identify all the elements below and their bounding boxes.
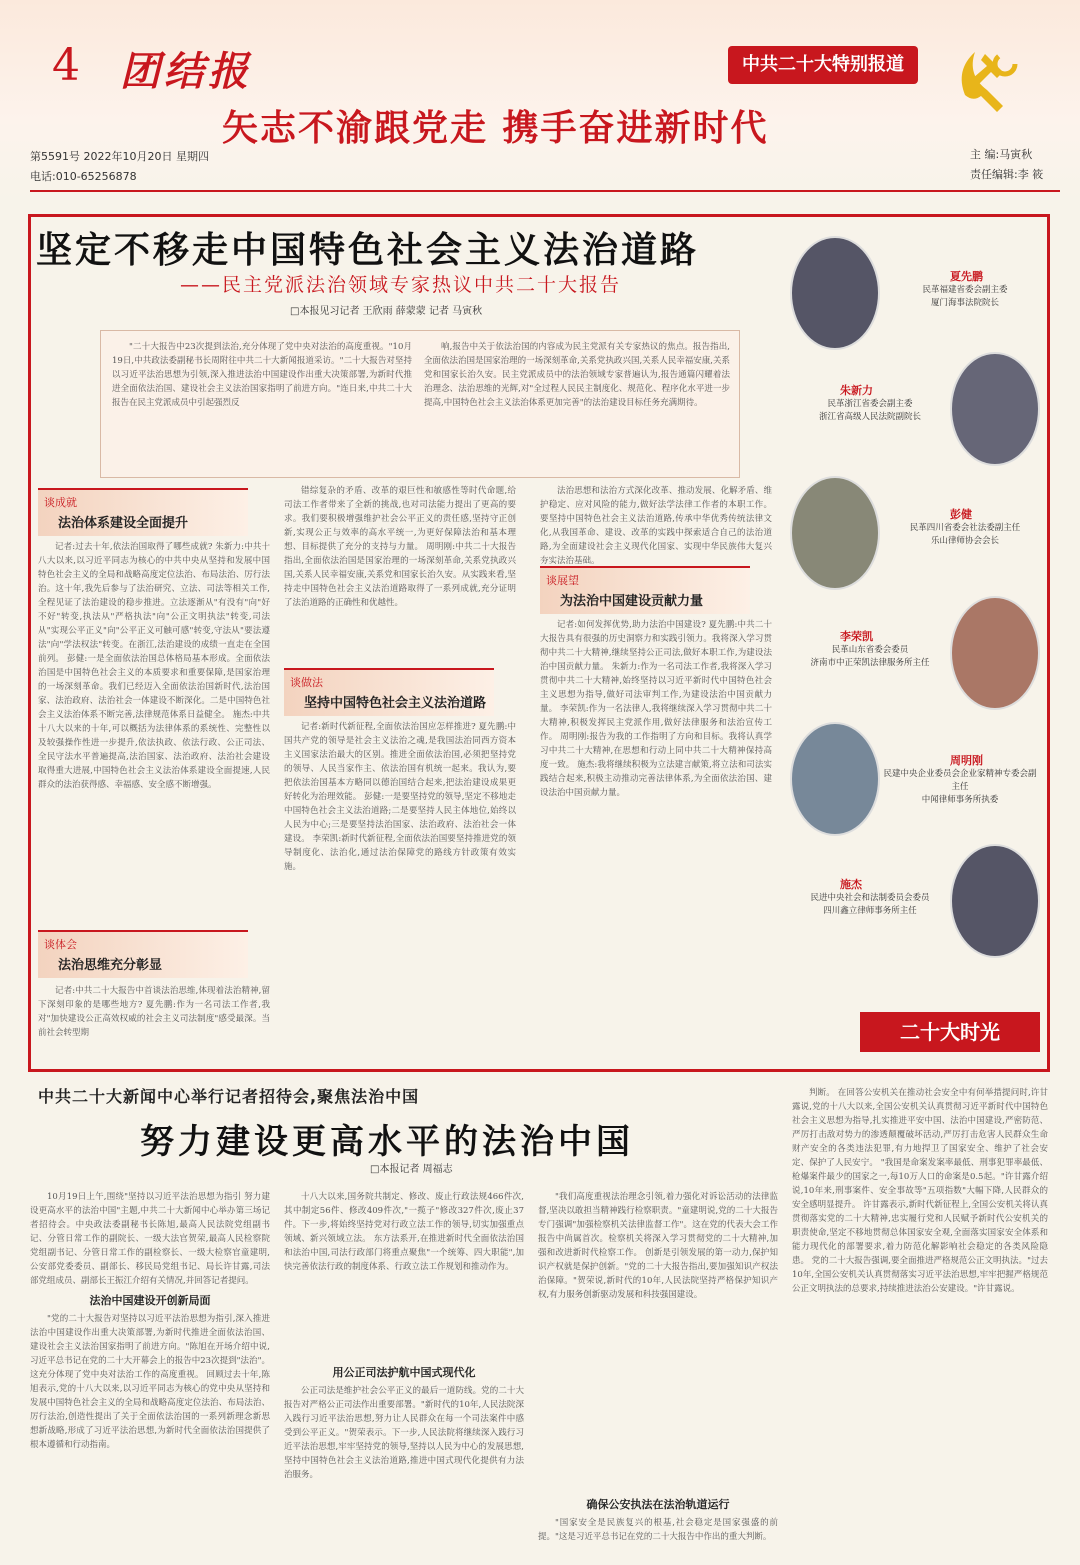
expert-name: 彭健 <box>950 508 972 521</box>
expert-title: 民革四川省委会社法委副主任 乐山律师协会会长 <box>909 523 1021 546</box>
section-head-approach <box>284 668 494 716</box>
expert-title: 民革福建省委会副主委 厦门海事法院院长 <box>922 285 1008 308</box>
section-kicker: 谈做法 <box>290 676 323 689</box>
column-paragraph: 记者:过去十年,依法治国取得了哪些成就? 朱新力:中共十八大以来,以习近平同志为核心的中共中央从坚持和发展中国特色社会主义的全局和战略高度定位法治、布局法治、厉行法治。这十年,我先后参与了法治研究、立法、司法等相关工作,全程见证了法治建设的稳步推进。立法逐渐从"有没有"向"好不好"转变,执法从"严格执法"向"公正文明执法"转变,司法从"实现公平正义"向"公平正义可触可感"转变,守法从"要法遵法"向"学法权法"转变。在浙江,法治建设的成绩一直走在全国前列。 彭健:一是全面依法治国总体格局基本形成。全面依法治国是中国特色社会主义的本质要求和重要保障,是国家治理的一场深刻革命。我们已经迈入全面依法治国新时代,法治国家、法治政府、法治社会一体建设不断深化。二是中国特色社会主义法治体系不断完善,法律规范体系日益健全。 施杰:中共十八大以来的十年,可以概括为法律体系的系统性、完整性以及较强操作性进一步提升,依法执政、依法行政、公正司法、全民守法水平普遍提高,法治国家、法治政府、法治社会建设取得重大进展,中国特色社会主义法治体系建设全面提速,人民群众的法治获得感、幸福感、安全感不断增强。 <box>38 542 270 790</box>
section-kicker: 谈成就 <box>44 496 77 509</box>
paper-name-logo: 团结报 <box>120 48 252 95</box>
avatar <box>950 844 1040 958</box>
section-head-achievements <box>38 488 248 536</box>
column-paragraph: "我们高度重视法治理念引领,着力强化对诉讼活动的法律监督,坚决以敢担当精神践行检察职责。"童建明说,党的二十大报告专门强调"加强检察机关法律监督工作"。这在党的代表大会工作报告中尚属首次。检察机关将深入学习贯彻党的二十大精神,加强和改进新时代检察工作。 创新是引领发展的第一动力,保护知识产权就是保护创新。"党的二十大报告指出,要加强知识产权法治保障。"贺荣说,新时代的10年,人民法院坚持严格保护知识产权,有力服务创新驱动发展和科技强国建设。 <box>538 1192 778 1300</box>
column-text <box>284 1384 524 1558</box>
avatar <box>790 722 880 836</box>
column-text <box>540 618 772 1064</box>
lower-column-4 <box>792 1086 1048 1558</box>
intro-paragraph: 响,报告中关于依法治国的内容成为民主党派有关专家热议的焦点。报告指出,全面依法治国是国家治理的一场深刻革命,关系党执政兴国,关系人民幸福安康,关系党和国家长治久安。民主党派成员中的法治领域专家普遍认为,报告通篇闪耀着法治理念、法治思维的光辉,对"全过程人民民主制度化、规范化、程序化水平进一步提高,中国特色社会主义法治体系更加完善"的法治建设目标任务充满期待。 <box>424 342 730 408</box>
column-paragraph: 记者:如何发挥优势,助力法治中国建设? 夏先鹏:中共二十大报告具有很强的历史洞察力和实践引领力。我将深入学习贯彻中共二十大精神,继续坚持公正司法,做好本职工作,为建设法治中国贡献力量。 朱新力:作为一名司法工作者,我将深入学习贯彻中共二十大精神,始终坚持以习近平新时代中国特色社会主义思想为指导,做好司法审判工作,为建设法治中国贡献力量。 李荣凯:作为一名法律人,我将继续深入学习贯彻中共二十大精神,积极发挥民主党派作用,做好法律服务和法治宣传工作。 周明刚:报告为我的工作指明了方向和目标。我将认真学习中共二十大精神,在思想和行动上同中共二十大精神保持高度一致。 施杰:我将继续积极为立法建言献策,将立法和司法实践结合起来,积极主动推动完善法律体系,为全面依法治国、建设法治中国贡献力量。 <box>540 620 772 798</box>
lower-subhead: 确保公安执法在法治轨道运行 <box>586 1498 730 1511</box>
lower-kicker: 中共二十大新闻中心举行记者招待会,聚焦法治中国 <box>38 1087 420 1106</box>
chief-editor: 主 编:马寅秋 <box>970 148 1033 161</box>
feature-headline: 坚定不移走中国特色社会主义法治道路 <box>36 230 700 271</box>
lower-byline: □本报记者 周福志 <box>370 1164 453 1175</box>
feature-column-2b <box>284 720 516 1064</box>
column-text <box>38 984 270 1064</box>
era-badge: 二十大时光 <box>860 1012 1040 1052</box>
expert-panel <box>790 236 1040 1006</box>
lower-column-1a <box>30 1190 270 1290</box>
section-title: 法治体系建设全面提升 <box>58 516 189 531</box>
section-head-insights <box>38 930 248 978</box>
intro-text-left <box>112 340 412 470</box>
feature-column-1a <box>38 540 270 924</box>
lower-column-3a <box>538 1190 778 1490</box>
expert-name: 夏先鹏 <box>950 270 983 283</box>
column-text <box>538 1190 778 1490</box>
page-number: 4 <box>52 40 80 91</box>
column-paragraph: 判断。 在回答公安机关在推动社会安全中有何举措提问时,许甘露说,党的十八大以来,全国公安机关认真贯彻习近平新时代中国特色社会主义思想为指导,扎实推进平安中国、法治中国建设,严密防范、严厉打击敌对势力的渗透颠覆破坏活动,严厉打击危害人民群众生命财产安全的各类违法犯罪,有力地捍卫了国家安全、维护了社会安定、保护了人民安宁。 "我国是命案发案率最低、刑事犯罪率最低、枪爆案件最少的国家之一,每10万人口的命案是0.5起。"许甘露介绍说,10年来,刑事案件、安全事故等"五项指数"大幅下降,人民群众的安全感明显提升。 许甘露表示,新时代新征程上,全国公安机关将认真贯彻落实党的二十大精神,忠实履行党和人民赋予新时代公安机关的职责使命,坚定不移地贯彻总体国家安全观,全面落实国家安全体系和能力现代化的部署要求,着力防范化解影响社会稳定的各类风险隐患。 党的二十大报告强调,要全面推进严格规范公正文明执法。"过去10年,全国公安机关认真贯彻落实习近平法治思想,牢牢把握严格规范公正文明执法的总要求,持续推进法治公安建设。"许甘露说。 <box>792 1088 1048 1294</box>
column-paragraph: 公正司法是维护社会公平正义的最后一道防线。党的二十大报告对严格公正司法作出重要部署。"新时代的10年,人民法院深入践行习近平法治思想,努力让人民群众在每一个司法案件中感受到公平正义。"贺荣表示。下一步,人民法院将继续深入践行习近平法治思想,牢牢坚持党的领导,坚持以人民为中心的发展思想,坚持中国特色社会主义法治道路,推进中国式现代化提供有力法治服务。 <box>284 1386 524 1480</box>
lower-column-2a <box>284 1190 524 1360</box>
expert-name: 施杰 <box>840 878 862 891</box>
feature-column-2a <box>284 484 516 662</box>
issue-info: 第5591号 2022年10月20日 星期四 <box>30 150 209 163</box>
column-paragraph: 记者:中共二十大报告中首谈法治思维,体现着法治精神,留下深刻印象的是哪些地方? 夏先鹏:作为一名司法工作者,我对"加快建设公正高效权威的社会主义司法制度"感受最深。当前社会转型期 <box>38 986 270 1038</box>
column-text <box>540 484 772 566</box>
intro-text-right <box>424 340 730 470</box>
section-head-outlook <box>540 566 750 614</box>
avatar <box>790 236 880 350</box>
lower-column-1b <box>30 1312 270 1558</box>
column-paragraph: "国家安全是民族复兴的根基,社会稳定是国家强盛的前提。"这是习近平总书记在党的二十大报告中作出的重大判断。 <box>538 1518 778 1542</box>
column-text <box>284 484 516 662</box>
lower-headline: 努力建设更高水平的法治中国 <box>140 1122 634 1162</box>
column-paragraph: 法治思想和法治方式深化改革、推动发展、化解矛盾、维护稳定、应对风险的能力,做好法学法律工作者的本职工作。要坚持中国特色社会主义法治道路,传承中华优秀传统法律文化,从我国革命、建设、改革的实践中探索适合自己的法治道路,为全面建设社会主义现代化国家、实现中华民族伟大复兴夯实法治基础。 <box>540 486 772 566</box>
section-title: 为法治中国建设贡献力量 <box>560 594 704 609</box>
expert-title: 民进中央社会和法制委员会委员 四川鑫立律师事务所主任 <box>810 893 930 916</box>
section-title: 法治思维充分彰显 <box>58 958 163 973</box>
lower-subhead: 法治中国建设开创新局面 <box>89 1294 211 1307</box>
column-text <box>284 720 516 1064</box>
expert-name: 周明刚 <box>950 754 983 767</box>
section-kicker: 谈展望 <box>546 574 579 587</box>
column-paragraph: 10月19日上午,围绕"坚持以习近平法治思想为指引 努力建设更高水平的法治中国"主题,中共二十大新闻中心举办第三场记者招待会。中央政法委副秘书长陈旭,最高人民法院党组副书记、分管日常工作的副院长、一级大法官贺荣,最高人民检察院党组副书记、分管日常工作的副检察长、一级大检察官童建明,公安部党委委员、副部长、移民局党组书记、局长许甘露,司法部党组成员、副部长王振江介绍有关情况,并回答记者提问。 <box>30 1192 270 1286</box>
lower-column-2b <box>284 1384 524 1558</box>
expert-title: 民革浙江省委会副主委 浙江省高级人民法院副院长 <box>818 399 921 422</box>
masthead-slogan: 矢志不渝跟党走 携手奋进新时代 <box>222 108 769 149</box>
lower-subhead: 用公正司法护航中国式现代化 <box>332 1366 476 1379</box>
expert-name: 朱新力 <box>840 384 873 397</box>
feature-column-3b <box>540 618 772 1064</box>
column-text <box>284 1190 524 1360</box>
masthead-divider <box>30 190 1060 192</box>
column-paragraph: 错综复杂的矛盾、改革的艰巨性和敏感性等时代命题,给司法工作者带来了全新的挑战,也对司法能力提出了更高的要求。我们要积极增强维护社会公平正义的责任感,坚持守正创新,实现公正与效率的高水平统一,为更好保障法治和基本理想、目标提供了充分的支持与力量。 周明刚:中共二十大报告指出,全面依法治国是国家治理的一场深刻革命,关系党执政兴国,关系人民幸福安康,关系党和国家长治久安。从实践来看,坚持走中国特色社会主义法治道路取得了一系列成就,充分证明了法治道路的正确性和优越性。 <box>284 486 516 608</box>
column-paragraph: 十八大以来,国务院共制定、修改、废止行政法规466件次,其中制定56件、修改409件次,"一揽子"修改327件次,废止37件。下一步,将始终坚持党对行政立法工作的领导,切实加强重点领域、新兴领域立法。 东方法系开,在推进新时代全面依法治国和法治中国,司法行政部门将重点聚焦"一个统筹、四大职能",加快完善依法行政的制度体系、行政立法工作规划和推动作为。 <box>284 1192 524 1272</box>
avatar <box>790 476 880 590</box>
column-text <box>792 1086 1048 1558</box>
responsible-editor: 责任编辑:李 筱 <box>970 168 1044 181</box>
expert-title: 民革山东省委会委员 济南市中正荣凯法律服务所主任 <box>810 645 930 668</box>
feature-byline: □本报见习记者 王欣雨 薛蒙蒙 记者 马寅秋 <box>290 306 483 317</box>
column-paragraph: "党的二十大报告对坚持以习近平法治思想为指引,深入推进法治中国建设作出重大决策部署,为新时代推进全面依法治国、建设社会主义法治国家指明了前进方向。"陈旭在开场介绍中说,习近平总书记在党的二十大开幕会上的报告中23次提到"法治"。这充分体现了党中央对法治工作的高度重视。 回顾过去十年,陈旭表示,党的十八大以来,以习近平同志为核心的党中央从坚持和发展中国特色社会主义的全局和战略高度定位法治、布局法治、厉行法治,创造性提出了关于全面依法治国的一系列新理念新思想新战略,形成了习近平法治思想,为新时代全面依法治国提供了根本遵循和行动指南。 <box>30 1314 270 1450</box>
feature-column-3a <box>540 484 772 566</box>
avatar <box>950 352 1040 466</box>
party-emblem-icon <box>945 40 1025 120</box>
lower-column-3b <box>538 1516 778 1558</box>
feature-subheadline: ——民主党派法治领域专家热议中共二十大报告 <box>180 274 622 296</box>
intro-paragraph: "二十大报告中23次提到法治,充分体现了党中央对法治的高度重视。"10月19日,中共政法委副秘书长周附往中共二十大新闻报道采访。"二十大报告对坚持以习近平法治思想为引领,深入推进法治中国建设作出重大决策部署,为新时代推进全面依法治国、建设社会主义法治国家指明了前进方向。"连日来,中共二十大报告在民主党派成员中引起强烈反 <box>112 342 412 408</box>
phone-info: 电话:010-65256878 <box>30 170 137 183</box>
feature-column-1b <box>38 984 270 1064</box>
avatar <box>950 596 1040 710</box>
section-title: 坚持中国特色社会主义法治道路 <box>304 696 487 711</box>
column-text <box>538 1516 778 1558</box>
expert-title: 民建中央企业委员会企业家精神专委会副主任 中闻律师事务所执委 <box>883 769 1037 805</box>
section-kicker: 谈体会 <box>44 938 77 951</box>
column-paragraph: 记者:新时代新征程,全面依法治国应怎样推进? 夏先鹏:中国共产党的领导是社会主义法治之魂,是我国法治同西方资本主义国家法治最大的区别。推进全面依法治国,必须把坚持党的领导、人民当家作主、依法治国有机统一起来。我认为,要把依法治国基本方略同以德治国结合起来,把法治建设成果更好转化为治理效能。 彭健:一是要坚持党的领导,坚定不移地走中国特色社会主义法治道路;二是要坚持人民主体地位,始终以人民为中心;三是要坚持法治国家、法治政府、法治社会一体建设。 李荣凯:新时代新征程,全面依法治国要坚持推进党的领导制度化、法治化,通过法治保障党的路线方针政策有效实施。 <box>284 722 516 872</box>
column-text <box>30 1190 270 1290</box>
special-report-badge: 中共二十大特别报道 <box>728 46 918 84</box>
column-text <box>38 540 270 924</box>
column-text <box>30 1312 270 1558</box>
expert-name: 李荣凯 <box>840 630 873 643</box>
